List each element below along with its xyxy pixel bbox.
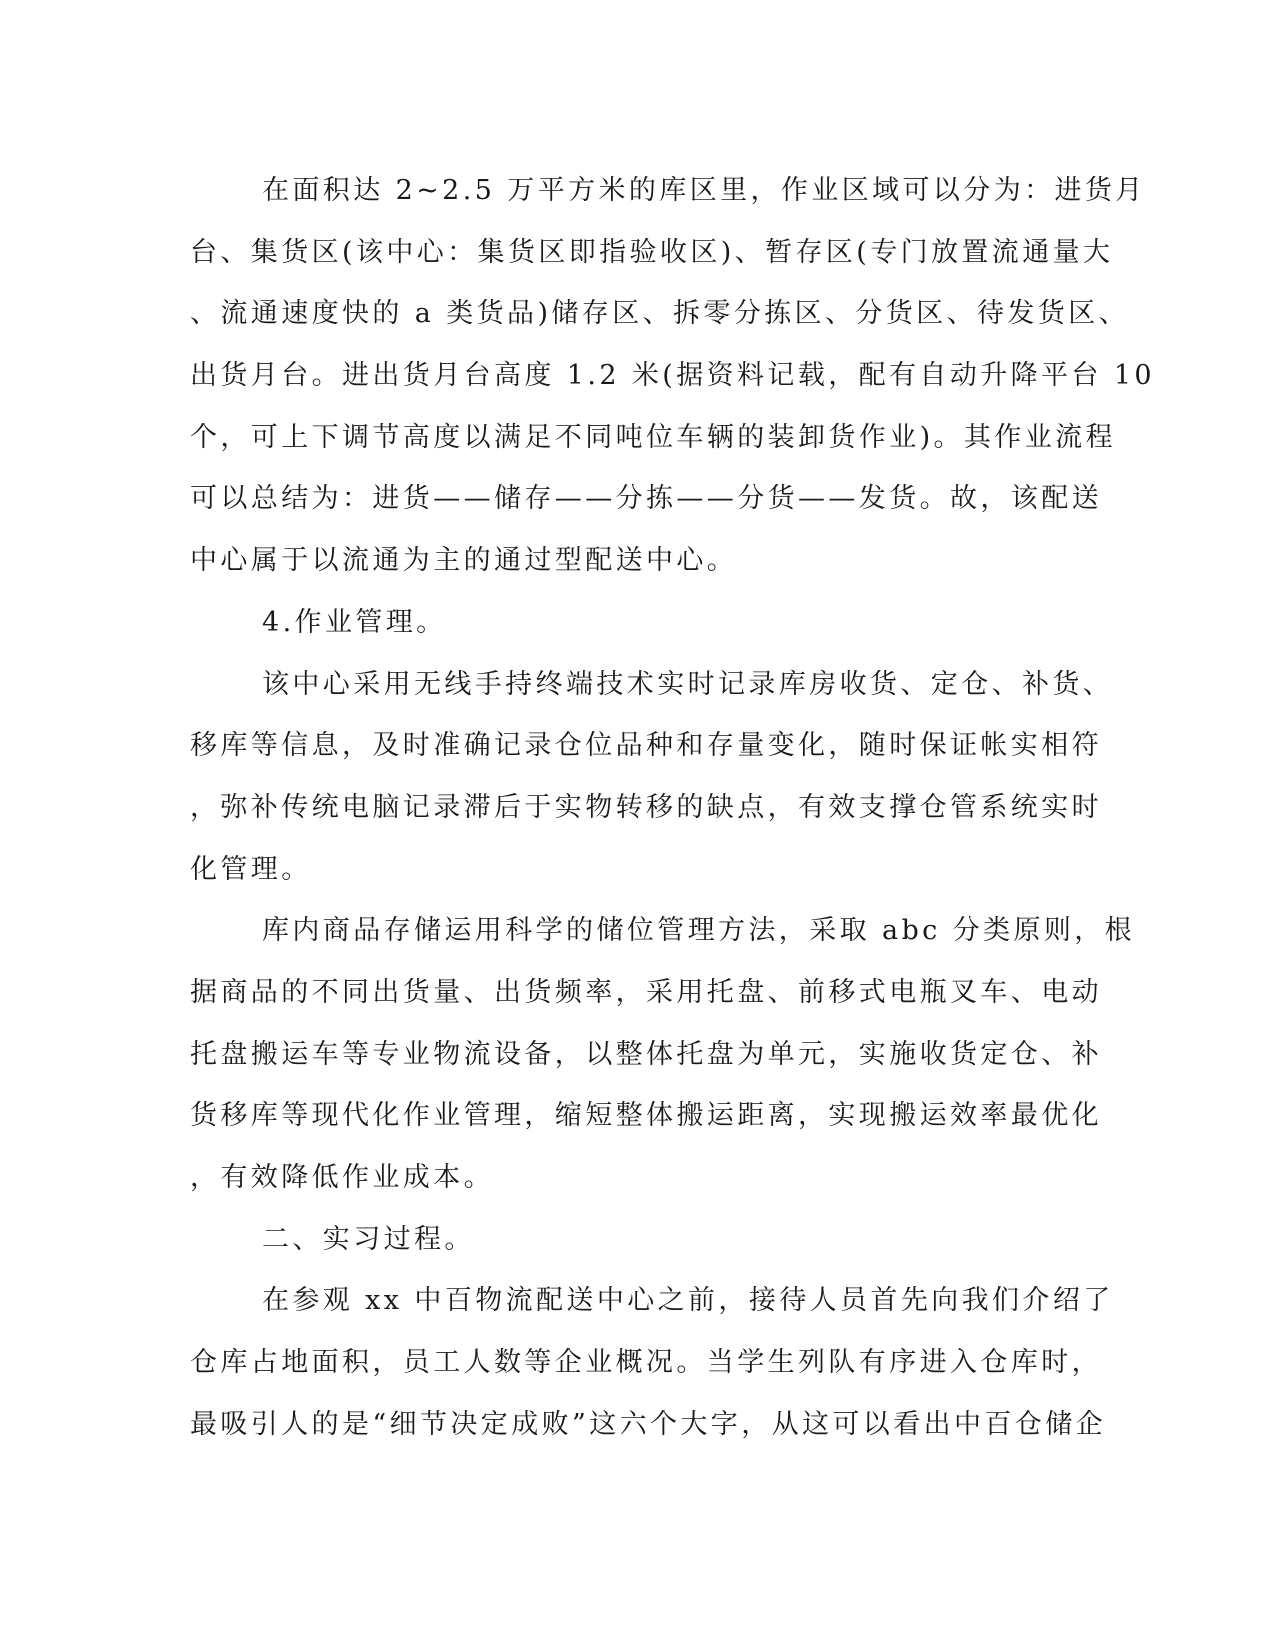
text-line: 化管理。: [190, 853, 312, 885]
text-line: 出货月台。进出货月台高度 1.2 米(据资料记载，配有自动升降平台 10: [190, 360, 1155, 392]
text-line: 台、集货区(该中心：集货区即指验收区)、暂存区(专门放置流通量大: [190, 236, 1114, 268]
document-body: [190, 160, 1155, 1455]
text-line: 仓库占地面积，员工人数等企业概况。当学生列队有序进入仓库时，: [190, 1347, 1102, 1379]
text-line: 库内商品存储运用科学的储位管理方法，采取 abc 分类原则，根: [262, 915, 1136, 947]
text-line: ，有效降低作业成本。: [190, 1162, 494, 1193]
text-line: 、流通速度快的 a 类货品)储存区、拆零分拣区、分货区、待发货区、: [190, 298, 1129, 330]
text-line: 在参观 xx 中百物流配送中心之前，接待人员首先向我们介绍了: [262, 1285, 1114, 1317]
text-line: 在面积达 2~2.5 万平方米的库区里，作业区域可以分为：进货月: [262, 175, 1146, 206]
text-line: 据商品的不同出货量、出货频率，采用托盘、前移式电瓶叉车、电动: [190, 976, 1102, 1008]
text-line: 托盘搬运车等专业物流设备，以整体托盘为单元，实施收货定仓、补: [190, 1038, 1102, 1070]
text-line: 中心属于以流通为主的通过型配送中心。: [190, 545, 738, 577]
text-line: 4.作业管理。: [262, 606, 447, 638]
text-line: 二、实习过程。: [262, 1223, 475, 1255]
text-line: 最吸引人的是“细节决定成败”这六个大字，从这可以看出中百仓储企: [190, 1408, 1107, 1440]
text-line: 移库等信息，及时准确记录仓位品种和存量变化，随时保证帐实相符: [190, 730, 1102, 762]
text-line: 可以总结为：进货——储存——分拣——分货——发货。故，该配送: [190, 483, 1102, 515]
text-line: 个，可上下调节高度以满足不同吨位车辆的装卸货作业)。其作业流程: [190, 421, 1116, 453]
text-line: 货移库等现代化作业管理，缩短整体搬运距离，实现搬运效率最优化: [190, 1100, 1102, 1132]
text-line: ，弥补传统电脑记录滞后于实物转移的缺点，有效支撑仓管系统实时: [190, 791, 1102, 823]
text-line: 该中心采用无线手持终端技术实时记录库房收货、定仓、补货、: [262, 668, 1114, 700]
